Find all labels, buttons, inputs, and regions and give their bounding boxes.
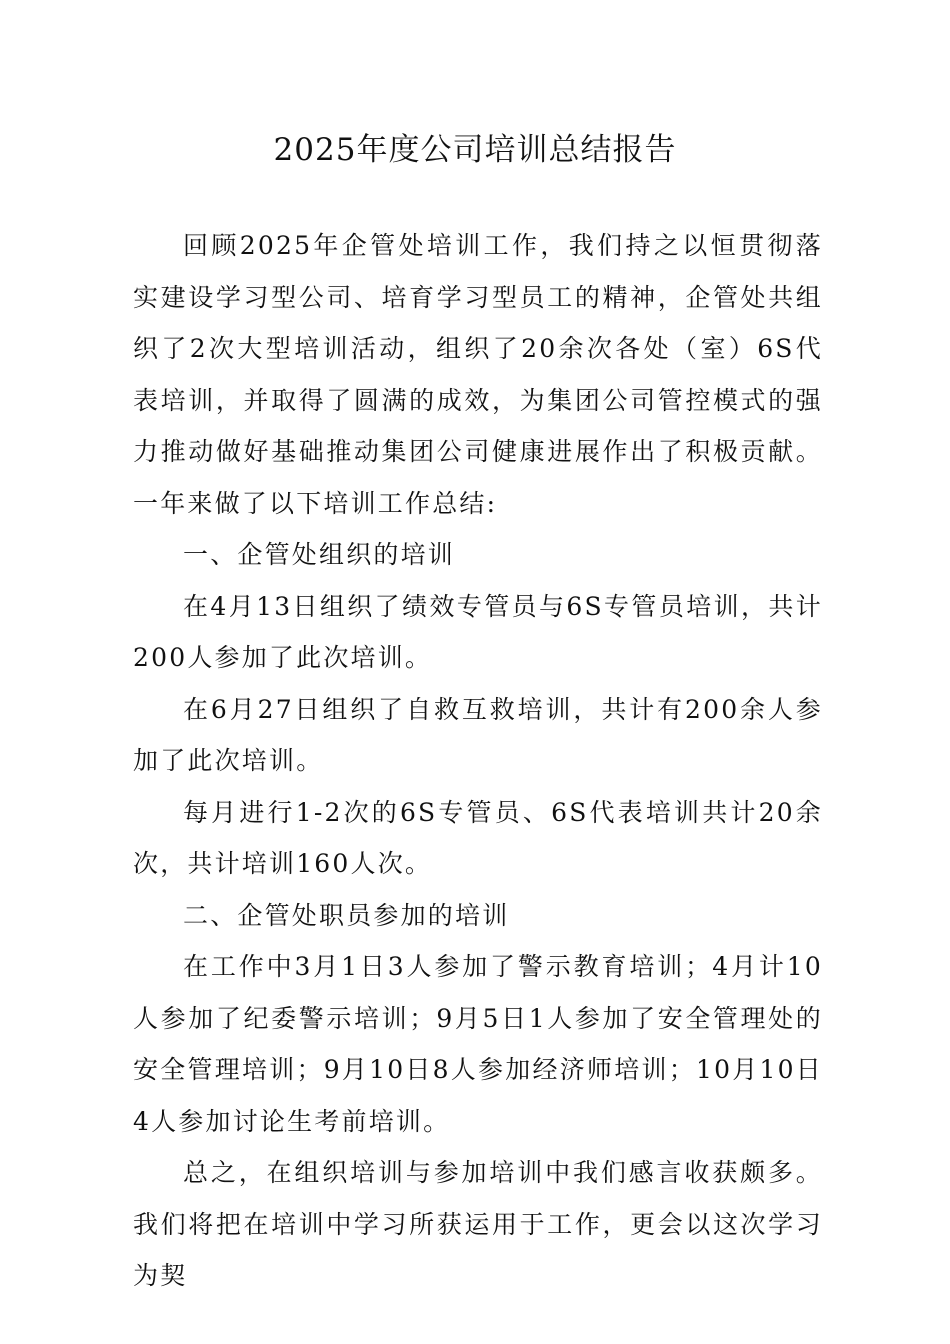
paragraph-conclusion: 总之，在组织培训与参加培训中我们感言收获颇多。我们将把在培训中学习所获运用于工作，更会以这次学习为契: [133, 1158, 823, 1290]
document-title: 2025年度公司培训总结报告: [273, 132, 677, 168]
document-body: [133, 220, 823, 1302]
intro-paragraph: 回顾2025年企管处培训工作，我们持之以恒贯彻落实建设学习型公司、培育学习型员工的精神，企管处共组织了2次大型培训活动，组织了20余次各处（室）6S代表培训，并取得了圆满的成效，为集团公司管控模式的强力推动做好基础推动集团公司健康进展作出了积极贡献。一年来做了以下培训工作总结:: [133, 231, 823, 518]
section-heading-staff-training: 二、企管处职员参加的培训: [183, 900, 510, 930]
section-heading-organized-training: 一、企管处组织的培训: [183, 540, 456, 569]
paragraph-june-training: 在6月27日组织了自救互救培训，共计有200余人参加了此次培训。: [133, 694, 823, 775]
paragraph-staff-training-details: 在工作中3月1日3人参加了警示教育培训；4月计10人参加了纪委警示培训；9月5日1人参加了安全管理处的安全管理培训；9月10日8人参加经济师培训；10月10日4人参加讨论生考前培训。: [133, 952, 823, 1136]
paragraph-april-training: 在4月13日组织了绩效专管员与6S专管员培训，共计200人参加了此次培训。: [133, 591, 823, 672]
paragraph-monthly-training: 每月进行1-2次的6S专管员、6S代表培训共计20余次，共计培训160人次。: [133, 797, 823, 878]
